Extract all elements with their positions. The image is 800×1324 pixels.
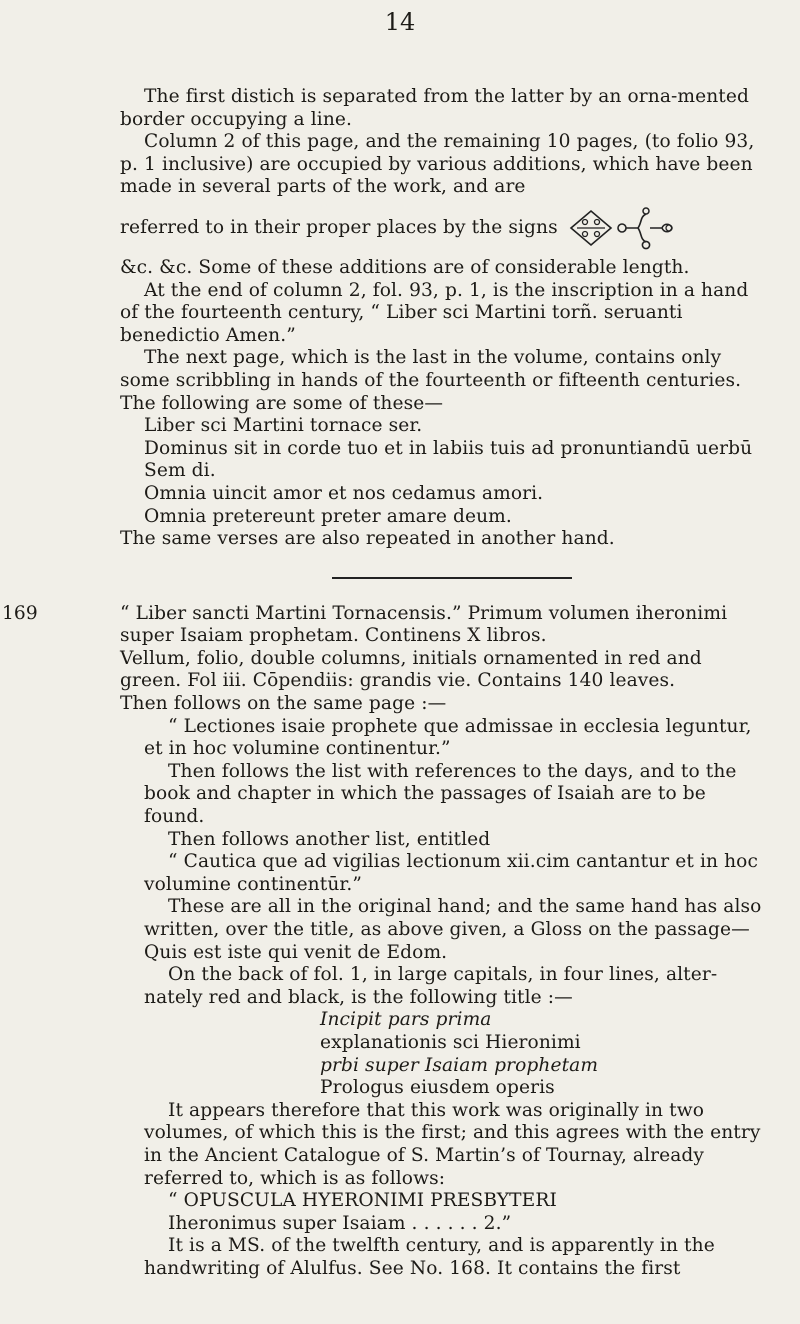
entry-cautica: “ Cautica que ad vigilias lectionum xii.cim cantantur et in hoc volumine continentūr.” [144, 851, 758, 895]
diamond-sign-icon [568, 208, 614, 248]
incipit-line-4: Prologus eiusdem operis [320, 1077, 555, 1099]
entry-number: 169 [2, 602, 38, 624]
entry-two-volumes: It appears therefore that this work was originally in two volumes, of which this is the first; and this agrees with the entry in the Ancient Catalogue of S. Martin’s of Tournay, already referred to, which is as follows: [144, 1099, 761, 1189]
entry-description: Vellum, folio, double columns, initials ornamented in red and green. Fol iii. Cōpendiis: grandis vie. Contains 140 leaves. [120, 647, 702, 692]
entry-another-list: Then follows another list, entitled [168, 828, 491, 850]
incipit-block [120, 1009, 768, 1099]
entry-title: “ Liber sancti Martini Tornacensis.” Primum volumen iheronimi super Isaiam prophetam. Continens X libros. [120, 602, 728, 647]
verse-line-1: Liber sci Martini tornace ser. [144, 415, 423, 437]
incipit-line-3: prbi super Isaiam prophetam [320, 1054, 599, 1076]
paragraph-additions: &c. &c. Some of these additions are of considerable length. [120, 256, 690, 278]
paragraph-signs: referred to in their proper places by the signs [120, 216, 558, 238]
verse-line-3: Omnia uincit amor et nos cedamus amori. [144, 482, 544, 504]
verse-line-4: Omnia pretereunt preter amare deum. [144, 505, 512, 527]
incipit-line-2: explanationis sci Hieronimi [320, 1031, 581, 1053]
signs-group [568, 205, 678, 251]
entry-twelfth-century: It is a MS. of the twelfth century, and is apparently in the handwriting of Alulfus. See No. 168. It contains the first [144, 1235, 715, 1279]
verse-line-2: Dominus sit in corde tuo et in labiis tuis ad pronuntiandū uerbū Sem di. [144, 437, 753, 482]
paragraph-scribbling: The next page, which is the last in the volume, contains only some scribbling in hands of the fourteenth or fifteenth centuries. The following are some of these— [120, 347, 742, 414]
section-divider [332, 577, 572, 579]
paragraph-column-two: Column 2 of this page, and the remaining 10 pages, (to folio 93, p. 1 inclusive) are occupied by various additions, which have been made in several parts of the work, and are [120, 131, 755, 198]
paragraph-distich: The first distich is separated from the latter by an orna-mented border occupying a line. [120, 86, 749, 130]
paragraph-repeated: The same verses are also repeated in another hand. [120, 528, 615, 550]
paragraph-inscription: At the end of column 2, fol. 93, p. 1, is the inscription in a hand of the fourteenth century, “ Liber sci Martini torñ. seruanti benedictio Amen.” [120, 279, 749, 346]
entry-lectiones: “ Lectiones isaie prophete que admissae in ecclesia leguntur, et in hoc volumine continentur.” [144, 715, 752, 760]
main-text [2, 86, 768, 1281]
catalogue-entry-169 [2, 602, 768, 1281]
catalogue-line-1: “ OPUSCULA HYERONIMI PRESBYTERI [168, 1190, 557, 1212]
catalogue-line-2: Iheronimus super Isaiam . . . . . . 2.” [168, 1212, 512, 1234]
entry-back-of-fol: On the back of fol. 1, in large capitals, in four lines, alter-nately red and black, is the following title :— [144, 964, 718, 1008]
entry-original-hand: These are all in the original hand; and the same hand has also written, over the title, as above given, a Gloss on the passage—Quis est iste qui venit de Edom. [144, 896, 762, 963]
signs-line [120, 205, 768, 251]
circle-cross-sign-icon [614, 205, 678, 251]
incipit-line-1: Incipit pars prima [320, 1009, 492, 1031]
entry-list-references: Then follows the list with references to the days, and to the book and chapter in which the passages of Isaiah are to be found. [144, 760, 737, 828]
page-number: 14 [384, 8, 416, 36]
entry-then-follows: Then follows on the same page :— [120, 693, 447, 715]
